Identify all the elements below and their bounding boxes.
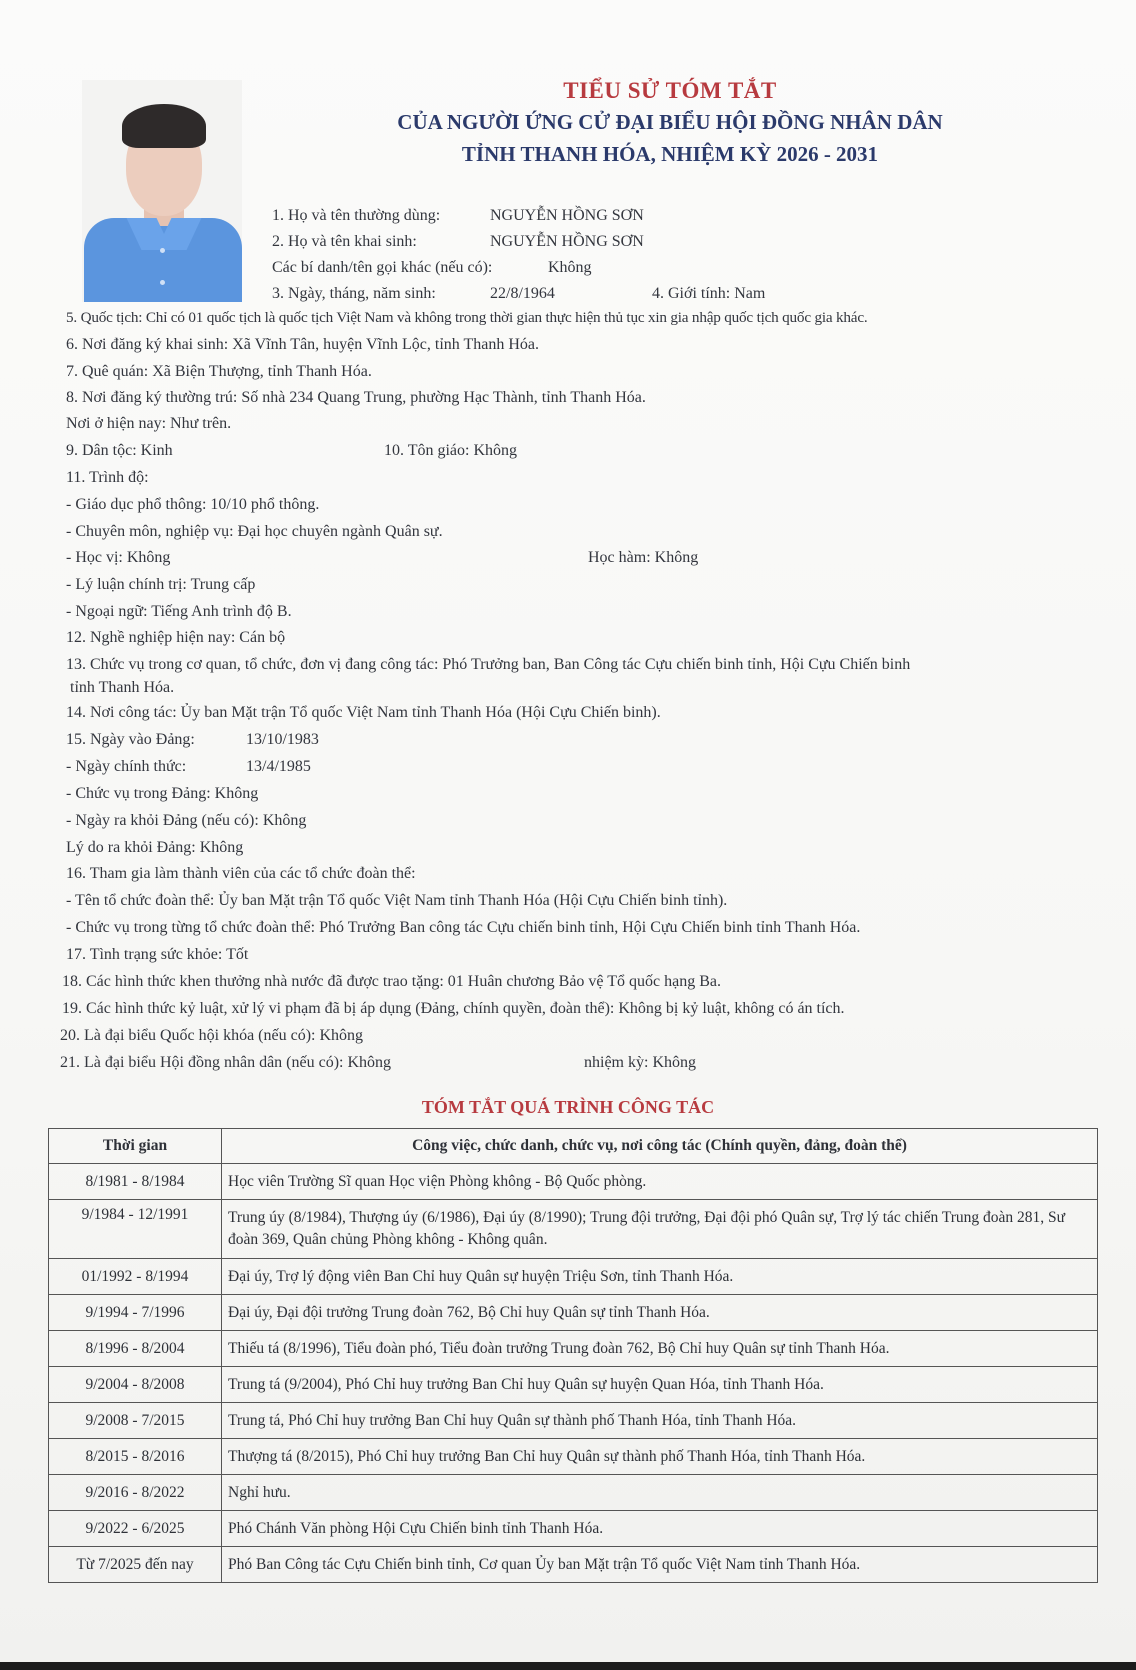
- field-political-theory: - Lý luận chính trị: Trung cấp: [66, 576, 256, 593]
- field-academic-degree: - Học vị: Không: [66, 549, 171, 566]
- cell-description: Nghỉ hưu.: [222, 1475, 1098, 1511]
- career-table-header: [49, 1129, 1098, 1164]
- field-birth-registration: 6. Nơi đăng ký khai sinh: Xã Vĩnh Tân, huyện Vĩnh Lộc, tỉnh Thanh Hóa.: [66, 336, 539, 353]
- field-workplace: 14. Nơi công tác: Ủy ban Mặt trận Tổ quốc Việt Nam tỉnh Thanh Hóa (Hội Cựu Chiến binh).: [66, 704, 661, 721]
- field-occupation: 12. Nghề nghiệp hiện nay: Cán bộ: [66, 629, 286, 646]
- table-row: [49, 1511, 1098, 1547]
- table-row: [49, 1259, 1098, 1295]
- field-party-leave-date: - Ngày ra khỏi Đảng (nếu có): Không: [66, 812, 307, 829]
- field-party-official-label: - Ngày chính thức:: [66, 758, 187, 775]
- field-general-education: - Giáo dục phổ thông: 10/10 phổ thông.: [66, 496, 320, 513]
- field-party-position: - Chức vụ trong Đảng: Không: [66, 785, 259, 802]
- cell-time: 8/1981 - 8/1984: [49, 1164, 222, 1200]
- cell-time: 01/1992 - 8/1994: [49, 1259, 222, 1295]
- header-description: Công việc, chức danh, chức vụ, nơi công tác (Chính quyền, đảng, đoàn thể): [222, 1129, 1098, 1164]
- cell-time: 9/1984 - 12/1991: [49, 1200, 222, 1259]
- bottom-dark-strip: [0, 1662, 1136, 1670]
- table-row: [49, 1403, 1098, 1439]
- table-row: [49, 1439, 1098, 1475]
- field-birth-name-value: NGUYỄN HỒNG SƠN: [490, 233, 644, 250]
- field-common-name-label: 1. Họ và tên thường dùng:: [272, 207, 441, 224]
- document-header: [360, 76, 980, 170]
- field-current-residence: Nơi ở hiện nay: Như trên.: [66, 415, 232, 432]
- cell-time: 9/2016 - 8/2022: [49, 1475, 222, 1511]
- cell-description: Học viên Trường Sĩ quan Học viện Phòng không - Bộ Quốc phòng.: [222, 1164, 1098, 1200]
- document-title: TIỂU SỬ TÓM TẮT: [563, 78, 777, 103]
- table-row: [49, 1295, 1098, 1331]
- cell-description: Thượng tá (8/2015), Phó Chỉ huy trưởng Ban Chỉ huy Quân sự thành phố Thanh Hóa, tỉnh Thanh Hóa.: [222, 1439, 1098, 1475]
- field-nationality: 5. Quốc tịch: Chỉ có 01 quốc tịch là quốc tịch Việt Nam và không trong thời gian thực hiện thủ tục xin gia nhập quốc tịch quốc gia khác.: [66, 309, 868, 326]
- field-specialty: - Chuyên môn, nghiệp vụ: Đại học chuyên ngành Quân sự.: [66, 523, 443, 540]
- document-subtitle-1: CỦA NGƯỜI ỨNG CỬ ĐẠI BIỂU HỘI ĐỒNG NHÂN DÂN: [397, 110, 943, 134]
- field-academic-title: Học hàm: Không: [588, 549, 699, 566]
- photo-shirt-button: [160, 280, 165, 285]
- cell-time: Từ 7/2025 đến nay: [49, 1547, 222, 1583]
- cell-description: Đại úy, Đại đội trưởng Trung đoàn 762, Bộ Chỉ huy Quân sự tỉnh Thanh Hóa.: [222, 1295, 1098, 1331]
- cell-time: 9/2004 - 8/2008: [49, 1367, 222, 1403]
- cell-description: Trung tá (9/2004), Phó Chỉ huy trưởng Ban Chỉ huy Quân sự huyện Quan Hóa, tỉnh Thanh Hóa.: [222, 1367, 1098, 1403]
- field-health: 17. Tình trạng sức khỏe: Tốt: [66, 946, 249, 963]
- field-organization-position: - Chức vụ trong từng tổ chức đoàn thể: Phó Trưởng Ban công tác Cựu chiến binh tỉnh, Hội Cựu Chiến binh tỉnh Thanh Hóa.: [66, 919, 861, 936]
- career-table: [48, 1128, 1098, 1583]
- cell-time: 8/1996 - 8/2004: [49, 1331, 222, 1367]
- table-row: [49, 1475, 1098, 1511]
- field-organization-name: - Tên tổ chức đoàn thể: Ủy ban Mặt trận Tổ quốc Việt Nam tỉnh Thanh Hóa (Hội Cựu Chiến binh tỉnh).: [66, 892, 728, 909]
- table-row: [49, 1367, 1098, 1403]
- field-birthdate-value: 22/8/1964: [490, 285, 555, 302]
- table-row: [49, 1164, 1098, 1200]
- field-birth-name-label: 2. Họ và tên khai sinh:: [272, 233, 417, 250]
- field-people-council-term: nhiệm kỳ: Không: [584, 1054, 696, 1071]
- field-organizations-heading: 16. Tham gia làm thành viên của các tổ chức đoàn thể:: [66, 865, 416, 882]
- cell-description: Đại úy, Trợ lý động viên Ban Chỉ huy Quân sự huyện Triệu Sơn, tỉnh Thanh Hóa.: [222, 1259, 1098, 1295]
- cell-time: 9/2008 - 7/2015: [49, 1403, 222, 1439]
- field-party-official-value: 13/4/1985: [246, 758, 311, 775]
- cell-description: Thiếu tá (8/1996), Tiểu đoàn phó, Tiểu đoàn trưởng Trung đoàn 762, Bộ Chỉ huy Quân sự tỉnh Thanh Hóa.: [222, 1331, 1098, 1367]
- document-subtitle-2: TỈNH THANH HÓA, NHIỆM KỲ 2026 - 2031: [461, 142, 879, 166]
- field-gender: 4. Giới tính: Nam: [652, 285, 766, 302]
- field-position-line-2: tỉnh Thanh Hóa.: [70, 679, 175, 696]
- career-section-title: TÓM TẮT QUÁ TRÌNH CÔNG TÁC: [421, 1097, 715, 1117]
- photo-shirt-button: [160, 248, 165, 253]
- field-education-heading: 11. Trình độ:: [66, 469, 149, 486]
- field-awards: 18. Các hình thức khen thưởng nhà nước đã được trao tặng: 01 Huân chương Bảo vệ Tổ quốc hạng Ba.: [62, 973, 721, 990]
- candidate-photo: [82, 80, 242, 302]
- field-birthdate-label: 3. Ngày, tháng, năm sinh:: [272, 285, 436, 302]
- field-common-name-value: NGUYỄN HỒNG SƠN: [490, 207, 644, 224]
- cell-time: 8/2015 - 8/2016: [49, 1439, 222, 1475]
- field-party-leave-reason: Lý do ra khỏi Đảng: Không: [66, 839, 244, 856]
- field-party-join-value: 13/10/1983: [246, 731, 319, 748]
- field-position-line-1: 13. Chức vụ trong cơ quan, tổ chức, đơn vị đang công tác: Phó Trưởng ban, Ban Công tác Cựu chiến binh tỉnh, Hội Cựu Chiến binh: [66, 656, 911, 673]
- field-foreign-language: - Ngoại ngữ: Tiếng Anh trình độ B.: [66, 603, 292, 620]
- field-people-council: 21. Là đại biểu Hội đồng nhân dân (nếu có): Không: [60, 1054, 392, 1071]
- field-party-join-label: 15. Ngày vào Đảng:: [66, 731, 195, 748]
- field-religion: 10. Tôn giáo: Không: [384, 442, 518, 459]
- photo-hair: [122, 104, 206, 148]
- cell-description: Phó Chánh Văn phòng Hội Cựu Chiến binh tỉnh Thanh Hóa.: [222, 1511, 1098, 1547]
- field-national-assembly: 20. Là đại biểu Quốc hội khóa (nếu có): Không: [60, 1027, 364, 1044]
- field-alias-label: Các bí danh/tên gọi khác (nếu có):: [272, 259, 493, 276]
- cell-description: Trung tá, Phó Chỉ huy trưởng Ban Chỉ huy Quân sự thành phố Thanh Hóa, tỉnh Thanh Hóa.: [222, 1403, 1098, 1439]
- cell-time: 9/1994 - 7/1996: [49, 1295, 222, 1331]
- field-discipline: 19. Các hình thức kỷ luật, xử lý vi phạm đã bị áp dụng (Đảng, chính quyền, đoàn thể): Không bị kỷ luật, không có án tích.: [62, 1000, 845, 1017]
- table-row: [49, 1547, 1098, 1583]
- photo-shirt: [84, 218, 242, 302]
- field-permanent-residence: 8. Nơi đăng ký thường trú: Số nhà 234 Quang Trung, phường Hạc Thành, tỉnh Thanh Hóa.: [66, 389, 646, 406]
- header-time: Thời gian: [49, 1129, 222, 1164]
- field-ethnicity: 9. Dân tộc: Kinh: [66, 442, 173, 459]
- cell-description: Phó Ban Công tác Cựu Chiến binh tỉnh, Cơ quan Ủy ban Mặt trận Tổ quốc Việt Nam tỉnh Thanh Hóa.: [222, 1547, 1098, 1583]
- table-row: [49, 1331, 1098, 1367]
- cell-description: Trung úy (8/1984), Thượng úy (6/1986), Đại úy (8/1990); Trung đội trưởng, Đại đội phó Quân sự, Trợ lý tác chiến Trung đoàn 281, Sư đoàn 369, Quân chủng Phòng không - Không quân.: [222, 1200, 1098, 1259]
- field-alias-value: Không: [548, 259, 592, 276]
- table-row: [49, 1200, 1098, 1259]
- field-hometown: 7. Quê quán: Xã Biện Thượng, tỉnh Thanh Hóa.: [66, 363, 372, 380]
- cell-time: 9/2022 - 6/2025: [49, 1511, 222, 1547]
